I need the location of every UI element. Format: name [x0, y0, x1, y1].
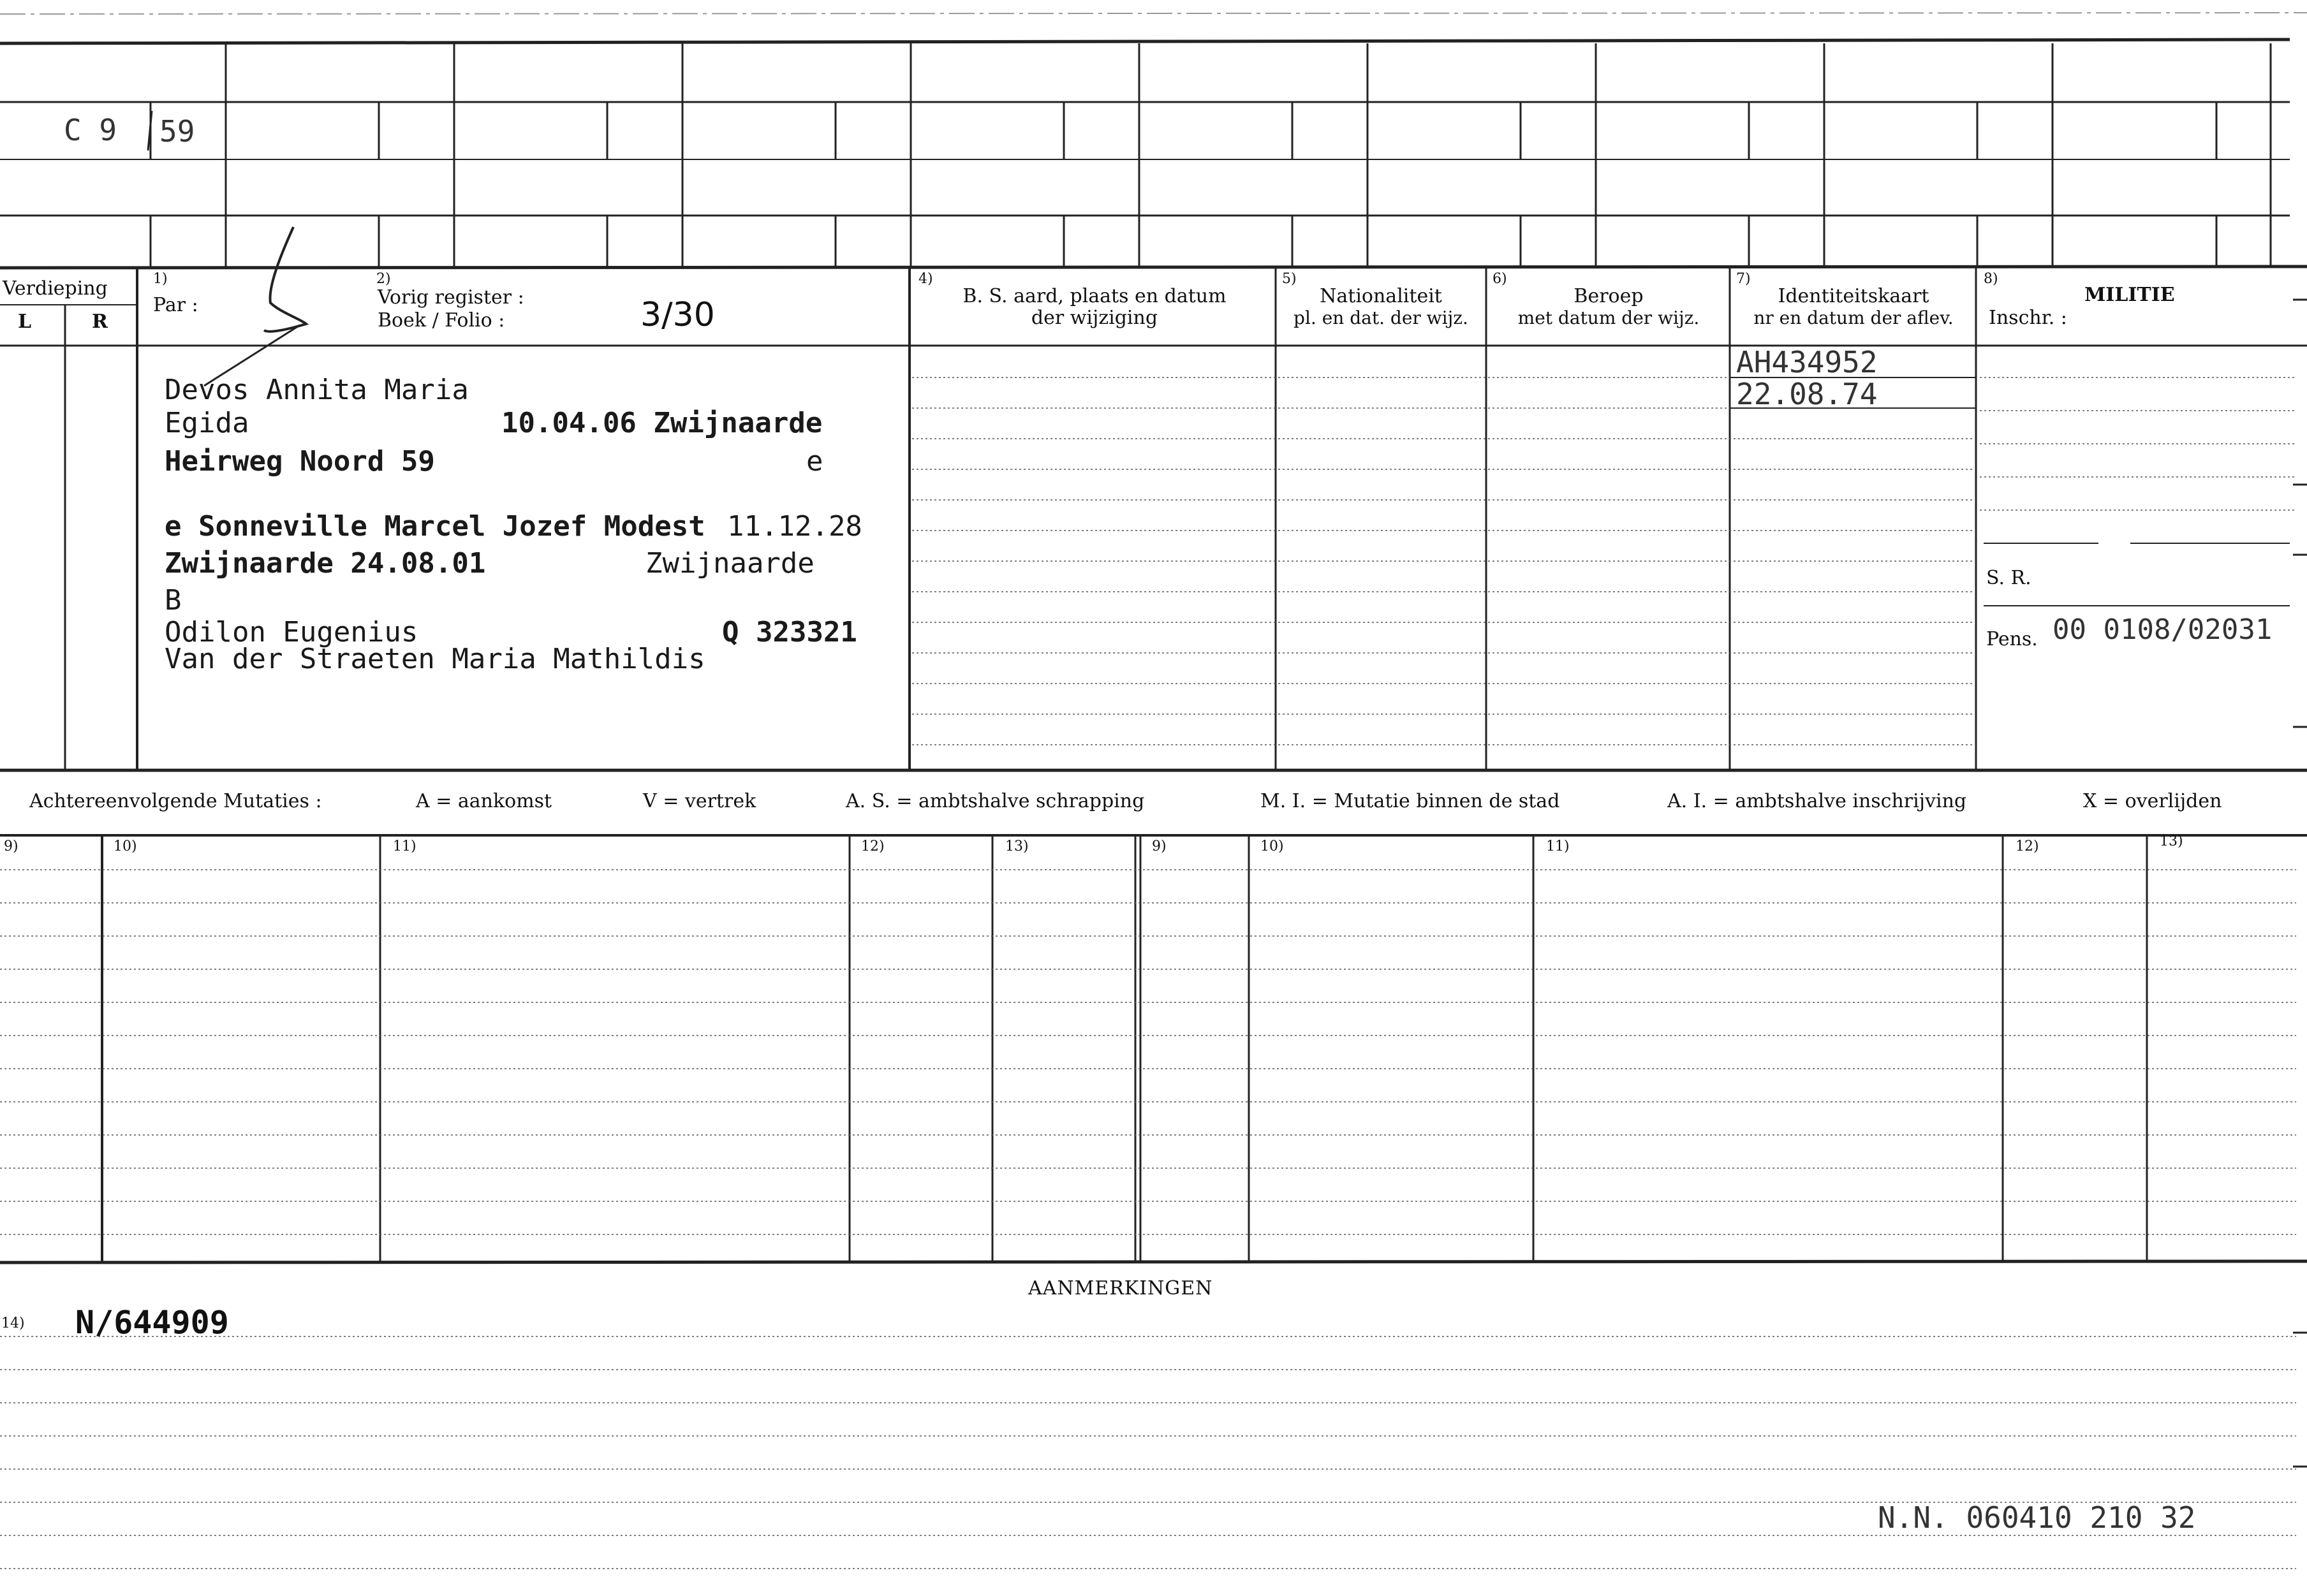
col6-header-line1: Beroep [1574, 285, 1644, 307]
spouse-birth: Zwijnaarde 24.08.01 [165, 547, 486, 580]
mutation-col13-right: 13) [2160, 833, 2183, 849]
pens-label: Pens. [1986, 628, 2038, 650]
col1-number: 1) [153, 271, 168, 287]
remarks-number: 14) [1, 1315, 25, 1331]
col7-number: 7) [1736, 271, 1751, 287]
legend-mutatie-binnen-stad: M. I. = Mutatie binnen de stad [1260, 790, 1560, 812]
identity-card-date: 22.08.74 [1736, 377, 1878, 411]
col2-number: 2) [376, 271, 391, 287]
col8-number: 8) [1984, 271, 1998, 287]
mutation-col11-right: 11) [1546, 838, 1570, 854]
code-separator-mark [144, 108, 157, 153]
mark-b: B [165, 584, 182, 617]
spouse-place: Zwijnaarde [645, 547, 814, 580]
mother-name: Van der Straeten Maria Mathildis [165, 643, 705, 675]
code-number: C 9 [64, 113, 117, 147]
legend-ambtshalve-schrapping: A. S. = ambtshalve schrapping [846, 790, 1145, 812]
verdieping-right-label: R [92, 311, 108, 333]
person-given-name: Egida [165, 407, 249, 439]
mutation-col11-left: 11) [393, 838, 416, 854]
person-name: Devos Annita Maria [165, 374, 469, 406]
person-birth-date-place: 10.04.06 Zwijnaarde [501, 407, 823, 439]
vorig-register-label: Vorig register : [378, 286, 524, 309]
remarks-title: AANMERKINGEN [1028, 1277, 1213, 1299]
col7-header-line1: Identiteitskaart [1778, 285, 1929, 307]
militie-header: MILITIE [2084, 284, 2175, 306]
par-label: Par : [153, 294, 198, 316]
col5-header-line1: Nationaliteit [1320, 285, 1442, 307]
remarks-reference: N/644909 [75, 1304, 229, 1341]
identity-card-number: AH434952 [1736, 345, 1878, 379]
legend-overlijden: X = overlijden [2083, 790, 2222, 812]
mutation-col12-right: 12) [2016, 838, 2039, 854]
verdieping-left-label: L [18, 311, 32, 333]
col4-header-line1: B. S. aard, plaats en datum [962, 285, 1227, 307]
sr-label: S. R. [1986, 567, 2031, 589]
spouse-name: e Sonneville Marcel Jozef Modest [165, 510, 705, 543]
mutation-col10-left: 10) [114, 838, 137, 854]
pens-value: 00 0108/02031 [2053, 613, 2273, 646]
boek-folio-label: Boek / Folio : [378, 309, 505, 332]
mutation-col13-left: 13) [1005, 838, 1029, 854]
spouse-date: 11.12.28 [727, 510, 862, 543]
legend-vertrek: V = vertrek [643, 790, 756, 812]
legend-title: Achtereenvolgende Mutaties : [29, 790, 322, 812]
father-name: Odilon Eugenius [165, 616, 418, 648]
col5-header-line2: pl. en dat. der wijz. [1294, 307, 1468, 328]
legend-ambtshalve-inschrijving: A. I. = ambtshalve inschrijving [1667, 790, 1967, 812]
national-number: N.N. 060410 210 32 [1878, 1500, 2196, 1535]
col6-header-line2: met datum der wijz. [1517, 307, 1700, 328]
col4-number: 4) [918, 271, 933, 287]
inschr-label: Inschr. : [1989, 307, 2067, 329]
mutation-col9-left: 9) [4, 838, 18, 854]
house-number: 59 [159, 114, 195, 149]
mutation-col10-right: 10) [1260, 838, 1284, 854]
col4-header-line2: der wijziging [1031, 307, 1158, 329]
col5-number: 5) [1282, 271, 1297, 287]
col6-number: 6) [1493, 271, 1507, 287]
verdieping-label: Verdieping [3, 277, 108, 300]
boek-folio-value: 3/30 [640, 296, 715, 334]
reference-code: Q 323321 [722, 616, 857, 648]
mutation-col12-left: 12) [861, 838, 885, 854]
mutation-col9-right: 9) [1152, 838, 1167, 854]
person-mark-e: e [806, 445, 823, 478]
col7-header-line2: nr en datum der aflev. [1753, 307, 1954, 328]
legend-aankomst: A = aankomst [416, 790, 552, 812]
person-address: Heirweg Noord 59 [165, 445, 435, 478]
